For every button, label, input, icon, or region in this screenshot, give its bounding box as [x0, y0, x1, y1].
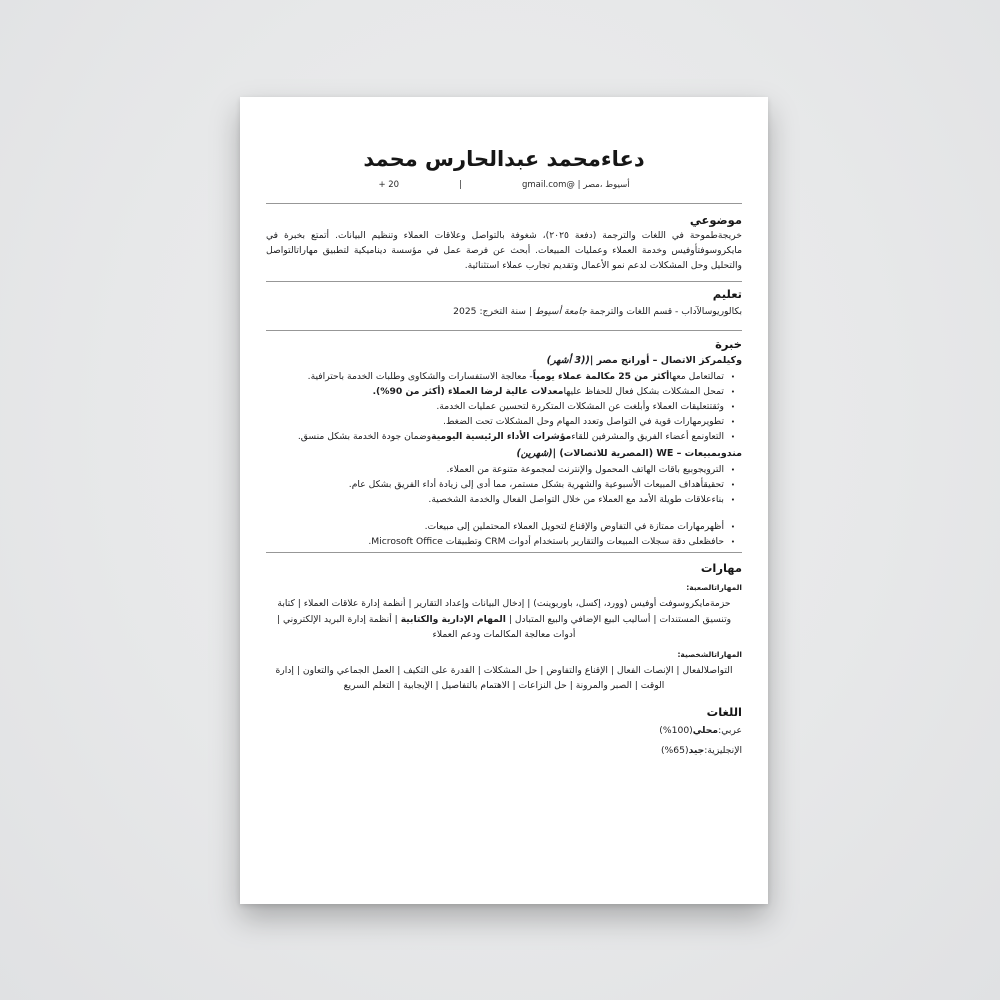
bullet-dot-icon: • — [730, 523, 736, 531]
bullet-dot-icon: • — [730, 418, 736, 426]
bullet-item — [266, 478, 742, 492]
bullet-item — [266, 400, 742, 414]
job-title: مندوبمبيعات – WE (المصرية للاتصالات) |(شهرين) — [516, 448, 742, 459]
bullet-dot-icon: • — [730, 481, 736, 489]
bullet-item — [266, 493, 742, 507]
contact-location-email: أسيوط ،مصر | @gmail.com — [521, 180, 630, 190]
bullet-item — [266, 520, 742, 534]
bullet-item — [266, 370, 742, 384]
section-heading-languages: اللغات — [706, 704, 742, 719]
bullet-dot-icon: • — [730, 433, 736, 441]
section-divider — [266, 281, 742, 282]
hard-skills-text: حزمةمايكروسوفت أوفيس (وورد، إكسل، باوربوينت) | إدخال البيانات وإعداد التقارير | أنظمة إدارة علاقات العملاء | كتابة وتنسيق المستندات | أساليب البيع الإضافي والبيع المتبادل | المهام الإدارية والكتابية | أنظمة إدارة البريد الإلكتروني | أدوات معالجة المكالمات ودعم العملاء — [276, 598, 732, 640]
objective-text: خريجةطموحة في اللغات والترجمة (دفعة ٢٠٢٥)، شغوفة بالتواصل وعلاقات العملاء وتنظيم البيانات. أتمتع بخبرة في مايكروسوفتأوفيس وخدمة العملاء وعمليات المبيعات. أبحث عن فرصة عمل في مؤسسة ديناميكية لتطبيق مهاراتالتواصل والتحليل وحل المشكلات لدعم نمو الأعمال وتقديم تجارب عملاء استثنائية. — [266, 230, 742, 271]
section-divider — [266, 330, 742, 331]
bullet-dot-icon: • — [730, 373, 736, 381]
section-heading-skills: مهارات — [700, 561, 742, 575]
bullet-text: أظهرمهارات ممتازة في التفاوض والإقناع لتحويل العملاء المحتملين إلى مبيعات. — [424, 521, 724, 532]
contact-info — [266, 180, 742, 191]
bullet-text: حافظعلى دقة سجلات المبيعات والتقارير باستخدام أدوات CRM وتطبيقات Microsoft Office. — [368, 536, 724, 547]
language-item-arabic: عربي:محلي(100%) — [659, 724, 742, 736]
bullet-item — [266, 415, 742, 429]
bullet-item — [266, 535, 742, 549]
contact-phone: + 20 — [378, 180, 400, 190]
job-bullet-list — [266, 463, 742, 549]
bullet-text: تمحل المشكلات بشكل فعال للحفاظ عليهامعدلات عالية لرضا العملاء (أكثر من 90%). — [372, 386, 724, 397]
section-divider — [266, 203, 742, 204]
soft-skills-text: التواصلالفعال | الإنصات الفعال | الإقناع والتفاوض | حل المشكلات | القدرة على التكيف | العمل الجماعي والتعاون | إدارة الوقت | الصبر والمرونة | حل النزاعات | الاهتمام بالتفاصيل | الإيجابية | التعلم السريع — [275, 664, 733, 691]
bullet-text: التعاونمع أعضاء الفريق والمشرفين للقاءمؤشرات الأداء الرئيسية اليوميةوضمان جودة الخدمة بشكل منسق. — [297, 431, 724, 442]
candidate-name: دعاءمحمد عبدالحارس محمد — [363, 147, 645, 171]
section-heading-education: تعليم — [712, 287, 742, 301]
language-item-english: الإنجليزية:جيد(65%) — [660, 744, 742, 756]
bullet-dot-icon: • — [730, 496, 736, 504]
bullet-item — [266, 385, 742, 399]
bullet-text: تحقيقأهداف المبيعات الأسبوعية والشهرية بشكل مستمر، مما أدى إلى زيادة أداء الفريق بشكل عام. — [348, 479, 724, 490]
bullet-dot-icon: • — [730, 403, 736, 411]
bullet-text: بناءعلاقات طويلة الأمد مع العملاء من خلال التواصل الفعال والخدمة الشخصية. — [428, 494, 724, 505]
soft-skills-label: المهاراتالشخصية: — [677, 649, 742, 659]
bullet-text: وثقتتعليقات العملاء وأبلغت عن المشكلات المتكررة لتحسين عمليات الخدمة. — [436, 401, 724, 412]
section-heading-objective: موضوعي — [689, 213, 742, 227]
job-title: وكيلمركز الاتصال – أورانج مصر |((3 أشهر) — [546, 355, 742, 366]
bullet-item — [266, 463, 742, 477]
bullet-text: تمالتعامل معهاأكثر من 25 مكالمة عملاء يومياً- معالجة الاستفسارات والشكاوى وطلبات الخدمة باحترافية. — [307, 371, 724, 382]
contact-separator: | — [459, 180, 462, 190]
job-bullet-list — [266, 370, 742, 444]
bullet-text: الترويجوبيع باقات الهاتف المحمول والإنترنت لمجموعة متنوعة من العملاء. — [446, 464, 724, 475]
section-divider — [266, 552, 742, 553]
bullet-text: تطويرمهارات قوية في التواصل وتعدد المهام وحل المشكلات تحت الضغط. — [443, 416, 724, 427]
bullet-dot-icon: • — [730, 388, 736, 396]
bullet-item — [266, 430, 742, 444]
education-entry: بكالوريوسالآداب - قسم اللغات والترجمة جامعة أسيوط | سنة التخرج: 2025 — [453, 306, 742, 317]
section-heading-experience: خبرة — [715, 337, 742, 351]
hard-skills-label: المهاراتالصعبة: — [686, 583, 742, 592]
bullet-dot-icon: • — [730, 466, 736, 474]
resume-document — [240, 97, 768, 904]
bullet-dot-icon: • — [730, 538, 736, 546]
